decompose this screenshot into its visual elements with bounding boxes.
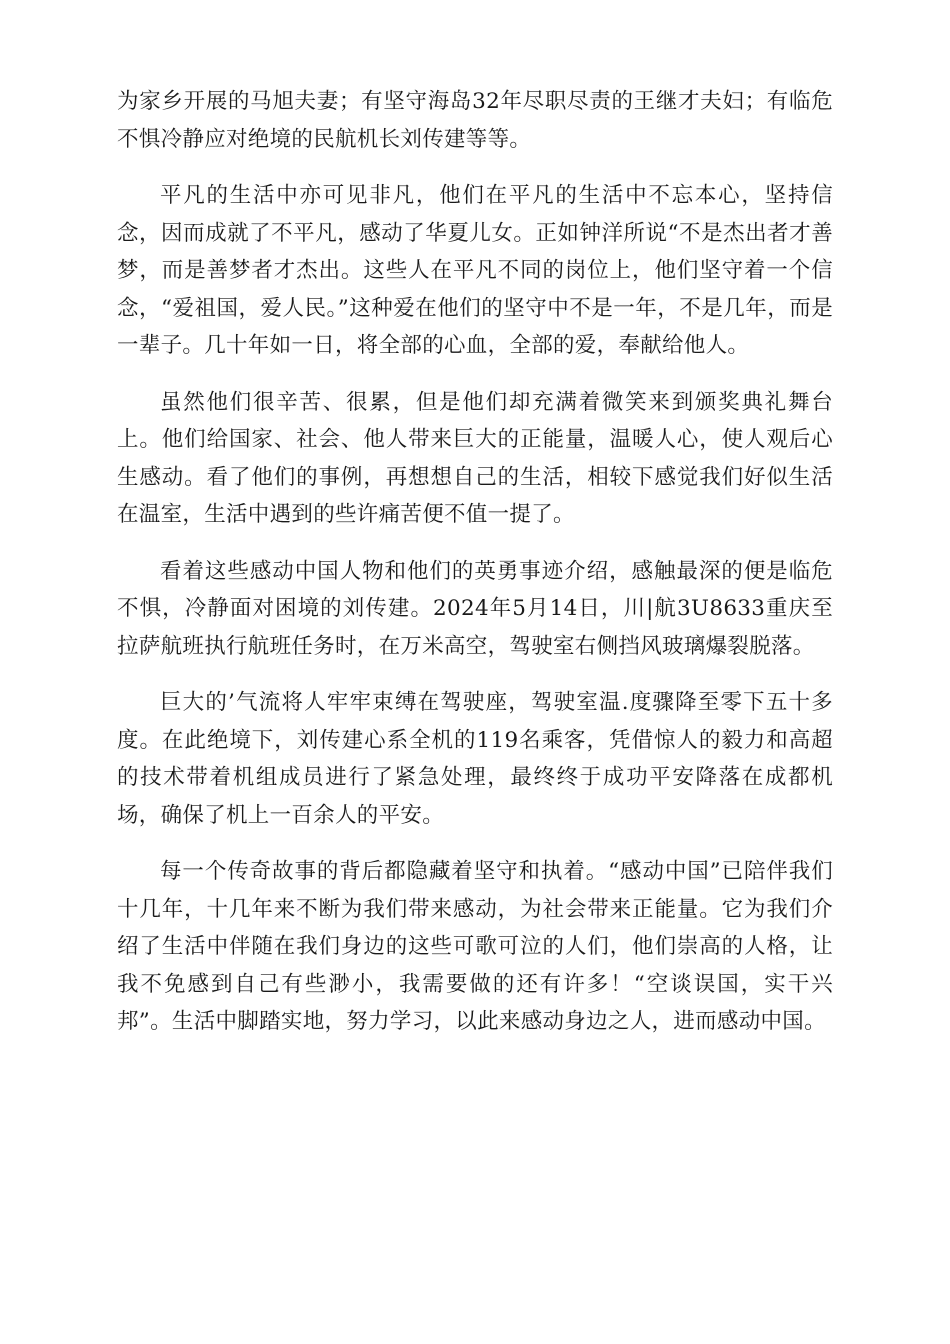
paragraph-2: 平凡的生活中亦可见非凡，他们在平凡的生活中不忘本心，坚持信念，因而成就了不平凡，感动了华夏儿女。正如钟洋所说“不是杰出者才善梦，而是善梦者才杰出。这些人在平凡不同的岗位上，他们坚守着一个信念，“爱祖国，爱人民。”这种爱在他们的坚守中不是一年，不是几年，而是一辈子。几十年如一日，将全部的心血，全部的爱，奉献给他人。 — [117, 183, 833, 358]
paragraph-3: 虽然他们很辛苦、很累，但是他们却充满着微笑来到颁奖典礼舞台上。他们给国家、社会、他人带来巨大的正能量，温暖人心，使人观后心生感动。看了他们的事例，再想想自己的生活，相较下感觉我们好似生活在温室，生活中遇到的些许痛苦便不值一提了。 — [117, 389, 833, 527]
document-body — [117, 83, 833, 1060]
paragraph-1: 为家乡开展的马旭夫妻；有坚守海岛32年尽职尽责的王继才夫妇；有临危不惧冷静应对绝境的民航机长刘传建等等。 — [117, 89, 833, 152]
paragraph-4: 看着这些感动中国人物和他们的英勇事迹介绍，感触最深的便是临危不惧，冷静面对困境的刘传建。2024年5月14日，川|航3U8633重庆至拉萨航班执行航班任务时，在万米高空，驾驶室右侧挡风玻璃爆裂脱落。 — [117, 558, 833, 659]
paragraph-5: 巨大的’气流将人牢牢束缚在驾驶座，驾驶室温.度骤降至零下五十多度。在此绝境下，刘传建心系全机的119名乘客，凭借惊人的毅力和高超的技术带着机组成员进行了紧急处理，最终终于成功平安降落在成都机场，确保了机上一百余人的平安。 — [117, 690, 833, 828]
paragraph-6: 每一个传奇故事的背后都隐藏着坚守和执着。“感动中国”已陪伴我们十几年，十几年来不断为我们带来感动，为社会带来正能量。它为我们介绍了生活中伴随在我们身边的这些可歌可泣的人们，他们崇高的人格，让我不免感到自己有些渺小，我需要做的还有许多！“空谈误国，实干兴邦”。生活中脚踏实地，努力学习，以此来感动身边之人，进而感动中国。 — [117, 859, 833, 1034]
